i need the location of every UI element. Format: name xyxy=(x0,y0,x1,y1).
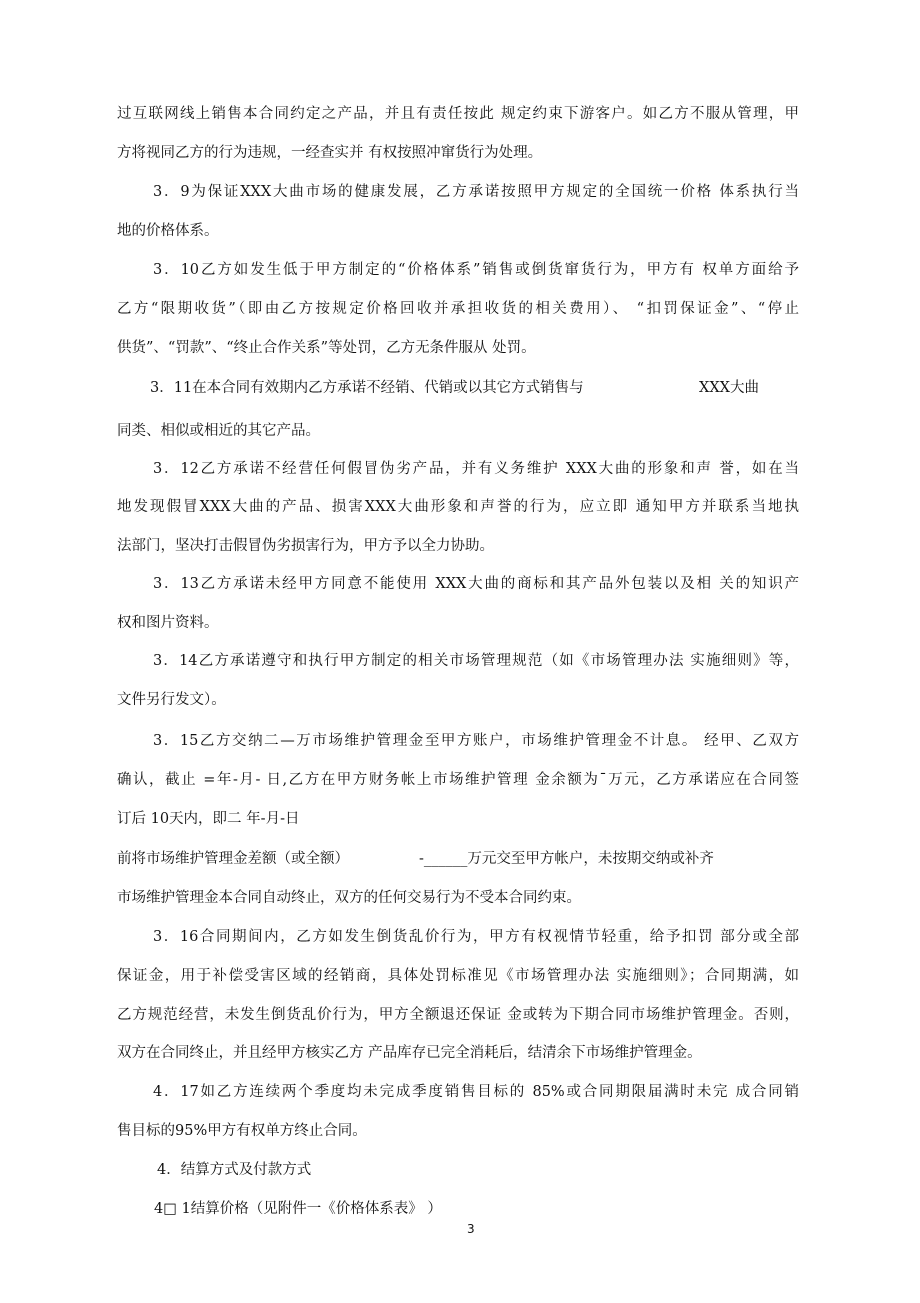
text-line: 确认，截止 =年-月- 日,乙方在甲方财务帐上市场维护管理 金余额为ˉ万元，乙方承诺应在合同签 xyxy=(117,772,799,788)
text-line: 3．15乙方交纳二—万市场维护管理金至甲方账户，市场维护管理金不计息。 经甲、乙双方 xyxy=(153,733,799,749)
text-line: 供货”、“罚款”、“终止合作关系”等处罚，乙方无条件服从 处罚。 xyxy=(117,340,536,356)
text-line: 3．12乙方承诺不经营任何假冒伪劣产品，并有义务维护 XXX大曲的形象和声 誉，如在当 xyxy=(153,461,799,477)
text-line: 4□ 1结算价格（见附件一《价格体系表》 ） xyxy=(154,1201,442,1217)
text-line: 前将市场维护管理金差额（或全额） xyxy=(117,851,349,867)
text-line: 文件另行发文）。 xyxy=(117,692,226,708)
text-line: 地的价格体系。 xyxy=(117,223,219,239)
text-line: 地发现假冒XXX大曲的产品、损害XXX大曲形象和声誉的行为，应立即 通知甲方并联系当地执 xyxy=(117,499,799,515)
text-line: 3．11在本合同有效期内乙方承诺不经销、代销或以其它方式销售与 xyxy=(150,380,584,396)
text-line: 售目标的95%甲方有权单方终止合同。 xyxy=(117,1123,367,1139)
text-line: 乙方规范经营，未发生倒货乱价行为，甲方全额退还保证 金或转为下期合同市场维护管理金。否则， xyxy=(117,1007,799,1023)
text-line: 3．16合同期间内，乙方如发生倒货乱价行为，甲方有权视情节轻重，给予扣罚 部分或全部 xyxy=(153,929,799,945)
text-line: 市场维护管理金本合同自动终止，双方的任何交易行为不受本合同约束。 xyxy=(117,890,581,906)
text-line: -______万元交至甲方帐户，未按期交纳或补齐 xyxy=(419,851,714,867)
text-line: 同类、相似或相近的其它产品。 xyxy=(117,423,320,439)
text-line: 3．14乙方承诺遵守和执行甲方制定的相关市场管理规范（如《市场管理办法 实施细则》等， xyxy=(153,653,799,669)
text-line: 3．13乙方承诺未经甲方同意不能使用 XXX大曲的商标和其产品外包装以及相 关的知识产 xyxy=(153,576,799,592)
text-line: 权和图片资料。 xyxy=(117,615,219,631)
text-line: XXX大曲 xyxy=(699,380,759,396)
text-line: 4．结算方式及付款方式 xyxy=(157,1162,312,1178)
text-line: 3．10乙方如发生低于甲方制定的“价格体系”销售或倒货窜货行为，甲方有 权单方面给予 xyxy=(153,262,799,278)
page-number: 3 xyxy=(467,1222,475,1236)
text-line: 双方在合同终止，并且经甲方核实乙方 产品库存已完全消耗后，结清余下市场维护管理金。 xyxy=(117,1045,702,1061)
text-line: 订后 10天内，即二 年-月-日 xyxy=(117,811,300,827)
text-line: 方将视同乙方的行为违规，一经查实并 有权按照冲窜货行为处理。 xyxy=(117,145,543,161)
text-line: 4．17如乙方连续两个季度均未完成季度销售目标的 85%或合同期限届满时未完 成合同销 xyxy=(153,1084,799,1100)
text-line: 法部门，坚决打击假冒伪劣损害行为，甲方予以全力协助。 xyxy=(117,538,494,554)
text-line: 保证金，用于补偿受害区域的经销商，具体处罚标准见《市场管理办法 实施细则》；合同期满，如 xyxy=(117,968,799,984)
text-line: 过互联网线上销售本合同约定之产品，并且有责任按此 规定约束下游客户。如乙方不服从管理，甲 xyxy=(117,106,799,122)
text-line: 乙方“限期收货”（即由乙方按规定价格回收并承担收货的相关费用）、 “扣罚保证金”、“停止 xyxy=(117,301,799,317)
text-line: 3．9为保证XXX大曲市场的健康发展，乙方承诺按照甲方规定的全国统一价格 体系执行当 xyxy=(153,184,799,200)
